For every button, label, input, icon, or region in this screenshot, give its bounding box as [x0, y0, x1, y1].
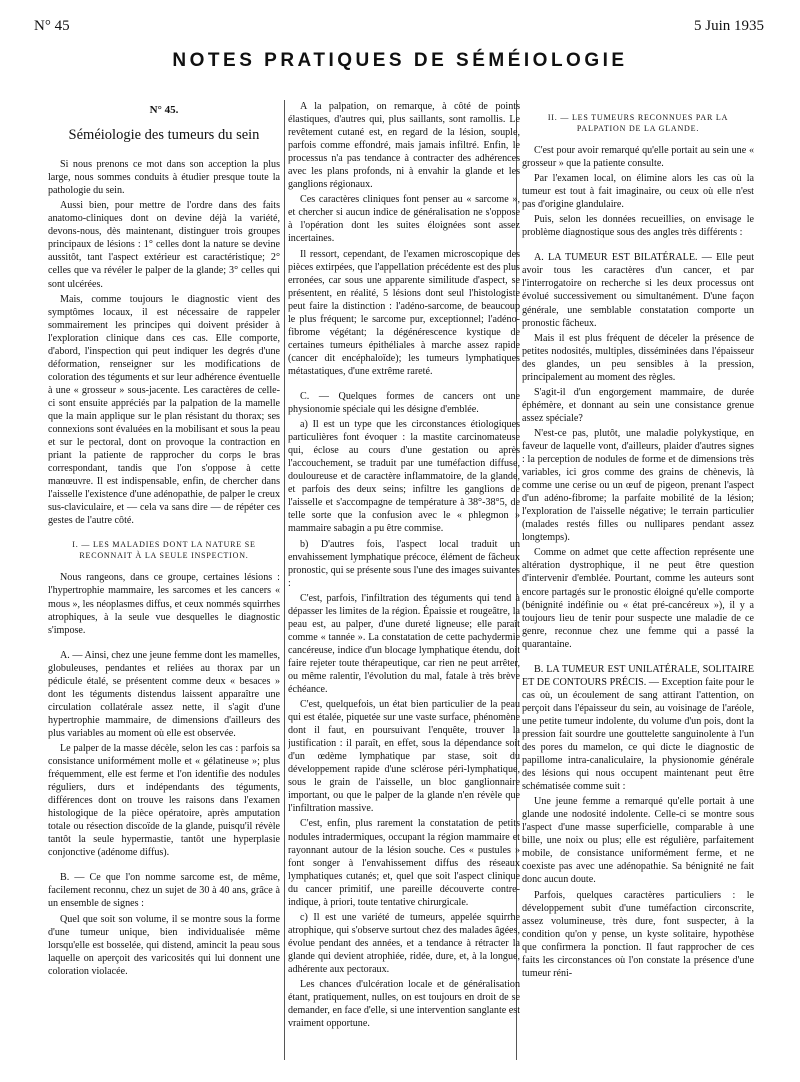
paragraph: Par l'examen local, on élimine alors les cas où la tumeur est tout à fait imaginaire, ou ceux où elle n'est pas d'origine glandulaire. [522, 173, 754, 211]
paragraph: Puis, selon les données recueillies, on envisage le problème diagnostique sous des angles très différents : [522, 214, 754, 239]
issue-number: N° 45 [34, 18, 70, 34]
paragraph: C'est, quelquefois, un état bien particulier de la peau qui est étalée, piquetée sur une vaste surface, phénomène dont il faut, en poursuivant l'enquête, trouver la justification : il paraît, en effet, sous la dépendance soit d'un œdème lymphatique par stase, soit du développement rapide d'une sclérose péri-lymphatique, sous le grain de l'aisselle, un bloc ganglionnaire important, ou que le palper de la glande n'en révèle que l'infiltration massive. [288, 699, 520, 815]
page-title: NOTES PRATIQUES DE SÉMÉIOLOGIE [172, 50, 628, 71]
paragraph: B. — Ce que l'on nomme sarcome est, de même, facilement reconnu, chez un sujet de 30 à 40 ans, grâce à un ensemble de signes : [48, 872, 280, 910]
paragraph: C'est pour avoir remarqué qu'elle portait au sein une « grosseur » que la patiente consulte. [522, 145, 754, 170]
paragraph: Parfois, quelques caractères particuliers : le développement subit d'une tuméfaction circonscrite, assez volumineuse, très dure, font suspecter, à la condition qu'on y pense, un kyste solitaire, hypothèse que confirmera la ponction. Il faut rapprocher de ces faits les circonstances où l'on constate la présence d'une tumeur réni- [522, 889, 754, 979]
paragraph: a) Il est un type que les circonstances étiologiques particulières font évoquer : la mastite carcinomateuse qui, éclose au cours d'une gestation ou après l'accouchement, se traduit par une tuméfaction diffuse, douloureuse et de caractère inflammatoire, de la glande, et parfois des deux seins; infiltre les ganglions de l'aisselle et s'accompagne de température à 38°-38°5, de telle sorte que la confusion avec le « phlegmon » mammaire sabagin a pu être commise. [288, 419, 520, 535]
article-number: N° 45. [149, 104, 179, 116]
running-header [28, 18, 772, 38]
paragraph: C'est, enfin, plus rarement la constatation de petits nodules intradermiques, occupant la région mammaire et rayonnant autour de la lésion souche. Ces « pustules » font songer à l'envahissement diffus des réseaux lymphatiques cutanés; et, quel que soit l'aspect clinique du cancer primitif, une pareille découverte contre-indique, à priori, toute tentative chirurgicale. [288, 818, 520, 908]
paragraph: Une jeune femme a remarqué qu'elle portait à une glande une nodosité indolente. Celle-ci se montre sous l'aspect d'une masse superficielle, comparable à une bille, une noix ou plus; elle est régulière, parfaitement mobile, de consistance uniformément ferme, et ne coexiste pas avec une adénopathie. Sa bénignité ne fait donc aucun doute. [522, 796, 754, 886]
paragraph: C. — Quelques formes de cancers ont une physionomie spéciale qui les désigne d'emblée. [288, 390, 520, 416]
column-2 [288, 100, 520, 1070]
paragraph: Aussi bien, pour mettre de l'ordre dans des faits anatomo-cliniques dont on devine déjà la variété, devons-nous, dès maintenant, distinguer trois groupes principaux de lésions : 1° celles dont la nature se devine aussitôt, tant l'aspect extérieur est caractéristique; 2° celles que va révéler le palper de la glande; 3° celles qui sont ulcérées. [48, 200, 280, 290]
paragraph: Comme on admet que cette affection représente une altération dystrophique, il ne peut être question d'intervenir d'emblée. Pourtant, comme les auteurs sont encore partagés sur le pronostic éloigné qu'elle comporte (bénignité indéfinie ou « état pré-cancéreux »), il y a toujours lieu de tenir pour suspecte une maladie de ce genre, reconnue chez une femme qui a passé la quarantaine. [522, 547, 754, 650]
paragraph: A la palpation, on remarque, à côté de points élastiques, d'autres qui, plus saillants, sont ramollis. Le revêtement cutané est, en regard de la lésion, souple, parfois comme effondré, mais jamais infiltré. Enfin, le processus n'a pas tendance à contracter des adhérences avec les plans profonds, ni à envahir la glande et les ganglions régionaux. [288, 101, 520, 191]
paragraph: Nous rangeons, dans ce groupe, certaines lésions : l'hypertrophie mammaire, les sarcomes et les cancers « mous », les néoplasmes diffus, et ceux nommés squirrhes atrophiques, à la seule vue desquelles le diagnostic s'impose. [48, 572, 280, 636]
paragraph: c) Il est une variété de tumeurs, appelée squirrhe atrophique, qui s'observe surtout chez des malades âgées, évolue pendant des années, et a tendance à rétracter la glande qui devient atrophiée, ridée, dure, et, à la longue, adhérente aux pectoraux. [288, 911, 520, 975]
paragraph: S'agit-il d'un engorgement mammaire, de durée éphémère, et donnant au sein une consistance grenue assez spéciale? [522, 386, 754, 424]
paragraph: Si nous prenons ce mot dans son acception la plus large, nous sommes conduits à étudier presque toute la pathologie du sein. [48, 159, 280, 197]
paragraph: Les chances d'ulcération locale et de généralisation étant, pratiquement, nulles, on est toujours en droit de se demander, en face d'elle, si une intervention sanglante est vraiment opportune. [288, 979, 520, 1030]
paragraph: b) D'autres fois, l'aspect local traduit un envahissement lymphatique précoce, élément de fâcheux pronostic, qui se présente sous l'une des images suivantes : [288, 538, 520, 589]
paragraph: A. LA TUMEUR EST BILATÉRALE. — Elle peut avoir tous les caractères d'un cancer, et par l'interrogatoire on recherche si les deux processus ont évolué successivement ou simultanément. D'une façon générale, une semblable constatation comporte un pronostic fâcheux. [522, 252, 754, 329]
column-1 [48, 100, 280, 1070]
paragraph: Le palper de la masse décèle, selon les cas : parfois sa consistance uniformément molle et « gélatineuse »; plus fréquemment, elle est ferme et l'on identifie des nodules réguliers, durs et indépendants des téguments, différences dont on trouve les raisons dans l'examen histologique de la pièce opératoire, après amputation totale ou résection discoïde de la glande, puisqu'il révèle tantôt la seule hypermastie, tantôt une hyperplasie conjonctive (adénome diffus). [48, 742, 280, 859]
section-heading: I. — LES MALADIES DONT LA NATURE SE RECONNAIT À LA SEULE INSPECTION. [72, 540, 256, 561]
paragraph: C'est, parfois, l'infiltration des téguments qui tend à dépasser les limites de la région. Épaissie et rougeâtre, la peau est, au palper, d'une dureté ligneuse; elle paraît comme « tannée ». La constatation de cette pachydermie cancéreuse, indice d'un blocage lymphatique étendu, doit faire rejeter toute thérapeutique, car rien ne peut arrêter, ou même ralentir, l'évolution du mal, fatale à très brève échéance. [288, 592, 520, 696]
paragraph: Ces caractères cliniques font penser au « sarcome », et chercher si aucun indice de généralisation ne s'oppose à l'opération dont les suites éloignées sont assez incertaines. [288, 194, 520, 245]
paragraph: Mais, comme toujours le diagnostic vient des symptômes locaux, il est nécessaire de rappeler sommairement les principes qui doivent présider à l'exploration clinique dans ces cas. Elle comporte, d'abord, l'inspection qui peut indiquer les degrés d'une déformation, renseigner sur les modifications de coloration des téguments et sur leur adhérence éventuelle à une « grosseur » sous-jacente. Les caractères de celle-ci sont ensuite appréciés par la palpation de la mamelle que la main applique sur le plan résistant du thorax; ses connexions sont évaluées en la mobilisant et sous la peau et sur le pectoral, dont on provoque la contraction en priant la patiente de rapprocher du corps le bras correspondant, tandis que l'on s'oppose à cette manœuvre. Il est indispensable, enfin, de chercher dans l'aisselle l'existence d'une adénopathie, de palper le creux sus-claviculaire, et — cela va sans dire — de répéter ces gestes de l'autre côté. [48, 293, 280, 527]
article-title: Séméiologie des tumeurs du sein [68, 127, 260, 144]
section-heading: II. — LES TUMEURS RECONNUES PAR LA PALPATION DE LA GLANDE. [547, 113, 729, 133]
column-divider [284, 100, 285, 1060]
column-3 [522, 100, 754, 1070]
paragraph: A. — Ainsi, chez une jeune femme dont les mamelles, globuleuses, pendantes et reliées au thorax par un pédicule étalé, se présentent comme deux « besaces » dont les téguments distendus laissent apparaître une circulation collatérale assez nette, il s'agit d'une hypertrophie mammaire, de dimensions d'ailleurs des plus variables au moment où elle est observée. [48, 649, 280, 739]
paragraph: Il ressort, cependant, de l'examen microscopique des pièces extirpées, que l'appellation précédente est des plus erronées, car sous une apparente similitude d'aspect, se présentent, en réalité, 5 lésions dont seul l'histologiste peut faire la distinction : l'adéno-sarcome, de beaucoup le plus fréquent; le sarcome pur, exceptionnel; l'adéno-fibrome végétant; la dégénérescence kystique de certaines tumeurs épithéliales à marche assez rapide (cancer dit encéphaloïde); les tumeurs lymphatiques métastatiques, d'une extrême rareté. [288, 248, 520, 377]
issue-date: 5 Juin 1935 [693, 18, 764, 34]
paragraph: Quel que soit son volume, il se montre sous la forme d'une tumeur unique, bien individualisée même lorsqu'elle est bosselée, qui distend, amincit la peau sous laquelle on aperçoit des varicosités qui lui donnent une coloration violacée. [48, 913, 280, 977]
paragraph: B. LA TUMEUR EST UNILATÉRALE, SOLITAIRE ET DE CONTOURS PRÉCIS. — Exception faite pour le cas où, un écoulement de sang attirant l'attention, on perçoit dans l'épaisseur du sein, au voisinage de l'aréole, une petite tumeur indolente, du volume d'un pois, dont la pression fait sourdre une gouttelette sanguinolente à l'un des pores du mamelon, ce qui dicte le diagnostic de papillome intra-canaliculaire, la physionomie générale des lésions qui nous occupent maintenant peut être schématisée comme suit : [522, 663, 754, 793]
paragraph: N'est-ce pas, plutôt, une maladie polykystique, en faveur de laquelle vont, d'ailleurs, plaider d'autres signes : la perception de nodules de forme et de dimensions très variables, ici gros comme des grains de chènevis, là comme une cerise ou un œuf de pigeon, prenant l'aspect d'un adéno-fibrome; la parfaite mobilité de la lésion; l'exploration de l'aisselle négative; le terrain particulier (malades restés filles ou nullipares pendant assez longtemps). [522, 427, 754, 544]
paragraph: Mais il est plus fréquent de déceler la présence de petites nodosités, multiples, disséminées dans l'épaisseur des glandes, un peu sensibles à la pression, principalement au moment des règles. [522, 332, 754, 383]
